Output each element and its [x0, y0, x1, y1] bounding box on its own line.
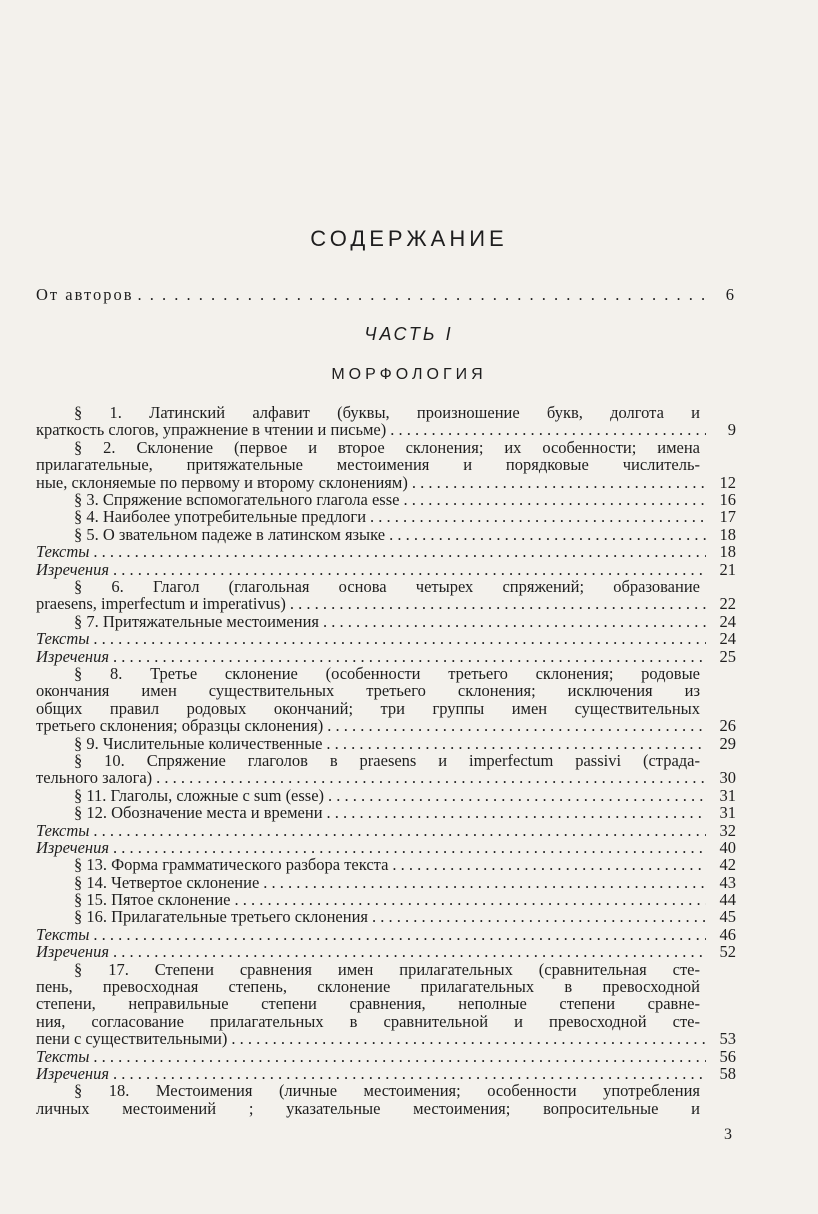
- toc-entry-line: [36, 630, 736, 647]
- toc-entry-text: окончания имен существительных третьего склонения; исключения из: [36, 681, 700, 701]
- toc-entry-line: [36, 839, 736, 856]
- toc-entry-title: Тексты: [36, 542, 90, 562]
- toc-entry[interactable]: [36, 404, 736, 439]
- toc-entry-title: § 14. Четвертое склонение: [74, 872, 260, 892]
- toc-entry-page: 52: [719, 942, 736, 962]
- toc-entry-line: [36, 856, 736, 873]
- toc-entry-title: Изречения: [36, 942, 110, 962]
- toc-entry-line: [36, 421, 736, 438]
- toc-entry-page: 31: [719, 785, 736, 805]
- toc-subheading-entry[interactable]: [36, 648, 736, 665]
- toc-entry-title: пени с существительными): [36, 1029, 228, 1049]
- toc-entry-page: 44: [719, 890, 736, 910]
- leader-dots: [227, 1030, 706, 1047]
- toc-entry-page: 9: [727, 420, 736, 440]
- toc-entry-line: [36, 474, 736, 491]
- toc-entry-text: общих правил родовых окончаний; три группы имен существительных: [36, 698, 700, 718]
- toc-entry-page: 58: [719, 1064, 736, 1084]
- toc-entry-page: 32: [719, 820, 736, 840]
- table-of-contents: [36, 404, 736, 1117]
- toc-entry[interactable]: [36, 439, 736, 491]
- toc-entry[interactable]: [36, 891, 736, 908]
- toc-entry-title: Изречения: [36, 1064, 110, 1084]
- toc-entry-page: 18: [719, 542, 736, 562]
- leader-dots: [386, 421, 706, 438]
- toc-entry-line: [36, 1065, 736, 1082]
- toc-entry-page: 45: [719, 907, 736, 927]
- toc-entry-page: 43: [719, 872, 736, 892]
- toc-entry-text: степени, неправильные степени сравнения, неполные степени сравне-: [36, 994, 700, 1014]
- toc-entry-text: § 1. Латинский алфавит (буквы, произношение букв, долгота и: [74, 403, 700, 422]
- leader-dots: [319, 613, 706, 630]
- toc-entry[interactable]: [36, 508, 736, 525]
- toc-entry-title: ные, склоняемые по первому и второму склонениям): [36, 472, 408, 492]
- toc-entry[interactable]: [36, 578, 736, 613]
- toc-entry-title: § 9. Числительные количественные: [74, 733, 323, 753]
- toc-entry-title: Изречения: [36, 646, 110, 666]
- toc-subheading-entry[interactable]: [36, 1048, 736, 1065]
- leader-dots: [388, 856, 706, 873]
- leader-dots: [286, 595, 706, 612]
- leader-dots: [366, 508, 706, 525]
- toc-entry[interactable]: [36, 735, 736, 752]
- toc-subheading-entry[interactable]: [36, 926, 736, 943]
- toc-entry[interactable]: [36, 665, 736, 735]
- toc-entry-title: Тексты: [36, 1046, 90, 1066]
- leader-dots: [368, 908, 706, 925]
- toc-entry-line: [36, 1030, 736, 1047]
- toc-entry-line: [36, 1048, 736, 1065]
- toc-subheading-entry[interactable]: [36, 943, 736, 960]
- toc-entry-line: [36, 543, 736, 560]
- toc-entry-text: § 2. Склонение (первое и второе склонения; их особенности; имена: [74, 437, 700, 457]
- leader-dots: [323, 717, 706, 734]
- toc-entry-title: Тексты: [36, 629, 90, 649]
- toc-entry-page: 21: [719, 559, 736, 579]
- toc-entry-page: 17: [719, 507, 736, 527]
- toc-entry-title: § 16. Прилагательные третьего склонения: [74, 907, 369, 927]
- toc-entry[interactable]: [36, 961, 736, 1048]
- toc-entry-title: Тексты: [36, 924, 90, 944]
- toc-entry-page: 16: [719, 490, 736, 509]
- leader-dots: [109, 839, 706, 856]
- toc-entry-line: [36, 561, 736, 578]
- leader-dots: [89, 543, 706, 560]
- toc-subheading-entry[interactable]: [36, 839, 736, 856]
- leader-dots: [385, 526, 706, 543]
- leader-dots: [399, 491, 706, 508]
- toc-entry-line: [36, 735, 736, 752]
- toc-entry-page: 22: [719, 594, 736, 614]
- toc-entry-text: § 8. Третье склонение (особенности третьего склонения; родовые: [74, 663, 700, 683]
- leader-dots: [323, 804, 706, 821]
- toc-entry-page: 56: [719, 1046, 736, 1066]
- part-title: ЧАСТЬ I: [364, 324, 454, 344]
- toc-entry[interactable]: [36, 856, 736, 873]
- toc-entry-line: [36, 891, 736, 908]
- toc-entry-page: 25: [719, 646, 736, 666]
- toc-entry-page: 46: [719, 924, 736, 944]
- toc-entry-title: третьего склонения; образцы склонения): [36, 716, 324, 736]
- toc-entry-line: [36, 595, 736, 612]
- toc-entry-title: Тексты: [36, 820, 90, 840]
- toc-entry-line: [36, 648, 736, 665]
- toc-entry-title: praesens, imperfectum и imperativus): [36, 594, 286, 614]
- leader-dots: [259, 874, 706, 891]
- toc-entry-line: [36, 822, 736, 839]
- toc-entry[interactable]: [36, 526, 736, 543]
- toc-entry-line: [36, 908, 736, 925]
- toc-entry-title: § 5. О звательном падеже в латинском языке: [74, 524, 386, 544]
- leader-dots: [109, 648, 706, 665]
- toc-entry-page: 29: [719, 733, 736, 753]
- toc-subheading-entry[interactable]: [36, 543, 736, 560]
- toc-entry-page: 42: [719, 855, 736, 875]
- toc-entry-text: § 17. Степени сравнения имен прилагательных (сравнительная сте-: [74, 959, 700, 979]
- toc-entry-line: [36, 717, 736, 734]
- toc-entry-title: § 7. Притяжательные местоимения: [74, 611, 319, 631]
- toc-subheading-entry[interactable]: [36, 630, 736, 647]
- toc-entry-page: 53: [719, 1029, 736, 1049]
- toc-entry-line: [36, 943, 736, 960]
- toc-entry-line: [36, 926, 736, 943]
- toc-entry[interactable]: [36, 874, 736, 891]
- toc-entry-title: Изречения: [36, 559, 110, 579]
- preface-entry[interactable]: [36, 286, 736, 303]
- toc-entry-title: тельного залога): [36, 768, 153, 788]
- toc-subheading-entry[interactable]: [36, 561, 736, 578]
- leader-dots: [408, 474, 706, 491]
- toc-subheading-entry[interactable]: [36, 1065, 736, 1082]
- toc-entry-page: 12: [719, 472, 736, 492]
- page-number: 3: [724, 1126, 732, 1143]
- section-title: МОРФОЛОГИЯ: [331, 366, 487, 383]
- toc-entry-title: § 13. Форма грамматического разбора текста: [74, 855, 389, 875]
- toc-entry[interactable]: [36, 908, 736, 925]
- leader-dots: [152, 769, 706, 786]
- toc-entry-text: ния, согласование прилагательных в сравнительной и превосходной сте-: [36, 1011, 700, 1031]
- preface-page: 6: [725, 285, 736, 304]
- toc-entry-title: § 3. Спряжение вспомогательного глагола esse: [74, 490, 400, 509]
- toc-entry-line: [36, 804, 736, 821]
- leader-dots: [324, 787, 706, 804]
- leader-dots: [322, 735, 706, 752]
- toc-entry-line: [36, 491, 736, 508]
- toc-entry-text: прилагательные, притяжательные местоимения и порядковые числитель-: [36, 455, 700, 475]
- leader-dots: [134, 286, 707, 303]
- toc-entry-line: [36, 526, 736, 543]
- toc-entry[interactable]: [36, 804, 736, 821]
- toc-entry-line: [36, 787, 736, 804]
- toc-entry-title: Изречения: [36, 837, 110, 857]
- leader-dots: [89, 822, 706, 839]
- toc-subheading-entry[interactable]: [36, 822, 736, 839]
- toc-entry-page: 24: [719, 629, 736, 649]
- toc-entry-page: 40: [719, 837, 736, 857]
- toc-entry-text: личных местоимений ; указательные местоимения; вопросительные и: [36, 1098, 700, 1118]
- toc-entry-line: [36, 874, 736, 891]
- leader-dots: [89, 1048, 706, 1065]
- toc-entry-line: [36, 613, 736, 630]
- toc-entry-page: 24: [719, 611, 736, 631]
- leader-dots: [109, 1065, 706, 1082]
- toc-entry-page: 30: [719, 768, 736, 788]
- toc-entry-title: § 12. Обозначение места и времени: [74, 803, 323, 823]
- toc-entry[interactable]: [36, 787, 736, 804]
- page-title: СОДЕРЖАНИЕ: [310, 226, 508, 251]
- toc-entry[interactable]: [36, 491, 736, 508]
- leader-dots: [230, 891, 706, 908]
- toc-entry-line: [36, 769, 736, 786]
- toc-entry-text: пень, превосходная степень, склонение прилагательных в превосходной: [36, 977, 700, 997]
- toc-entry-page: 18: [719, 524, 736, 544]
- toc-entry-text: § 18. Местоимения (личные местоимения; особенности употребления: [74, 1081, 700, 1101]
- toc-entry-title: § 4. Наиболее употребительные предлоги: [74, 507, 367, 527]
- leader-dots: [109, 943, 706, 960]
- toc-entry-text: § 6. Глагол (глагольная основа четырех спряжений; образование: [74, 576, 700, 596]
- toc-entry-title: краткость слогов, упражнение в чтении и письме): [36, 420, 387, 440]
- toc-entry-title: § 11. Глаголы, сложные с sum (esse): [74, 785, 325, 805]
- toc-entry-title: § 15. Пятое склонение: [74, 890, 231, 910]
- toc-entry-page: 31: [719, 803, 736, 823]
- leader-dots: [89, 630, 706, 647]
- toc-entry[interactable]: [36, 613, 736, 630]
- leader-dots: [89, 926, 706, 943]
- preface-label: От авторов: [36, 285, 134, 304]
- toc-entry[interactable]: [36, 752, 736, 787]
- toc-entry-text: § 10. Спряжение глаголов в praesens и imperfectum passivi (страда-: [74, 750, 700, 770]
- leader-dots: [109, 561, 706, 578]
- toc-entry-page: 26: [719, 716, 736, 736]
- toc-entry-line: [36, 508, 736, 525]
